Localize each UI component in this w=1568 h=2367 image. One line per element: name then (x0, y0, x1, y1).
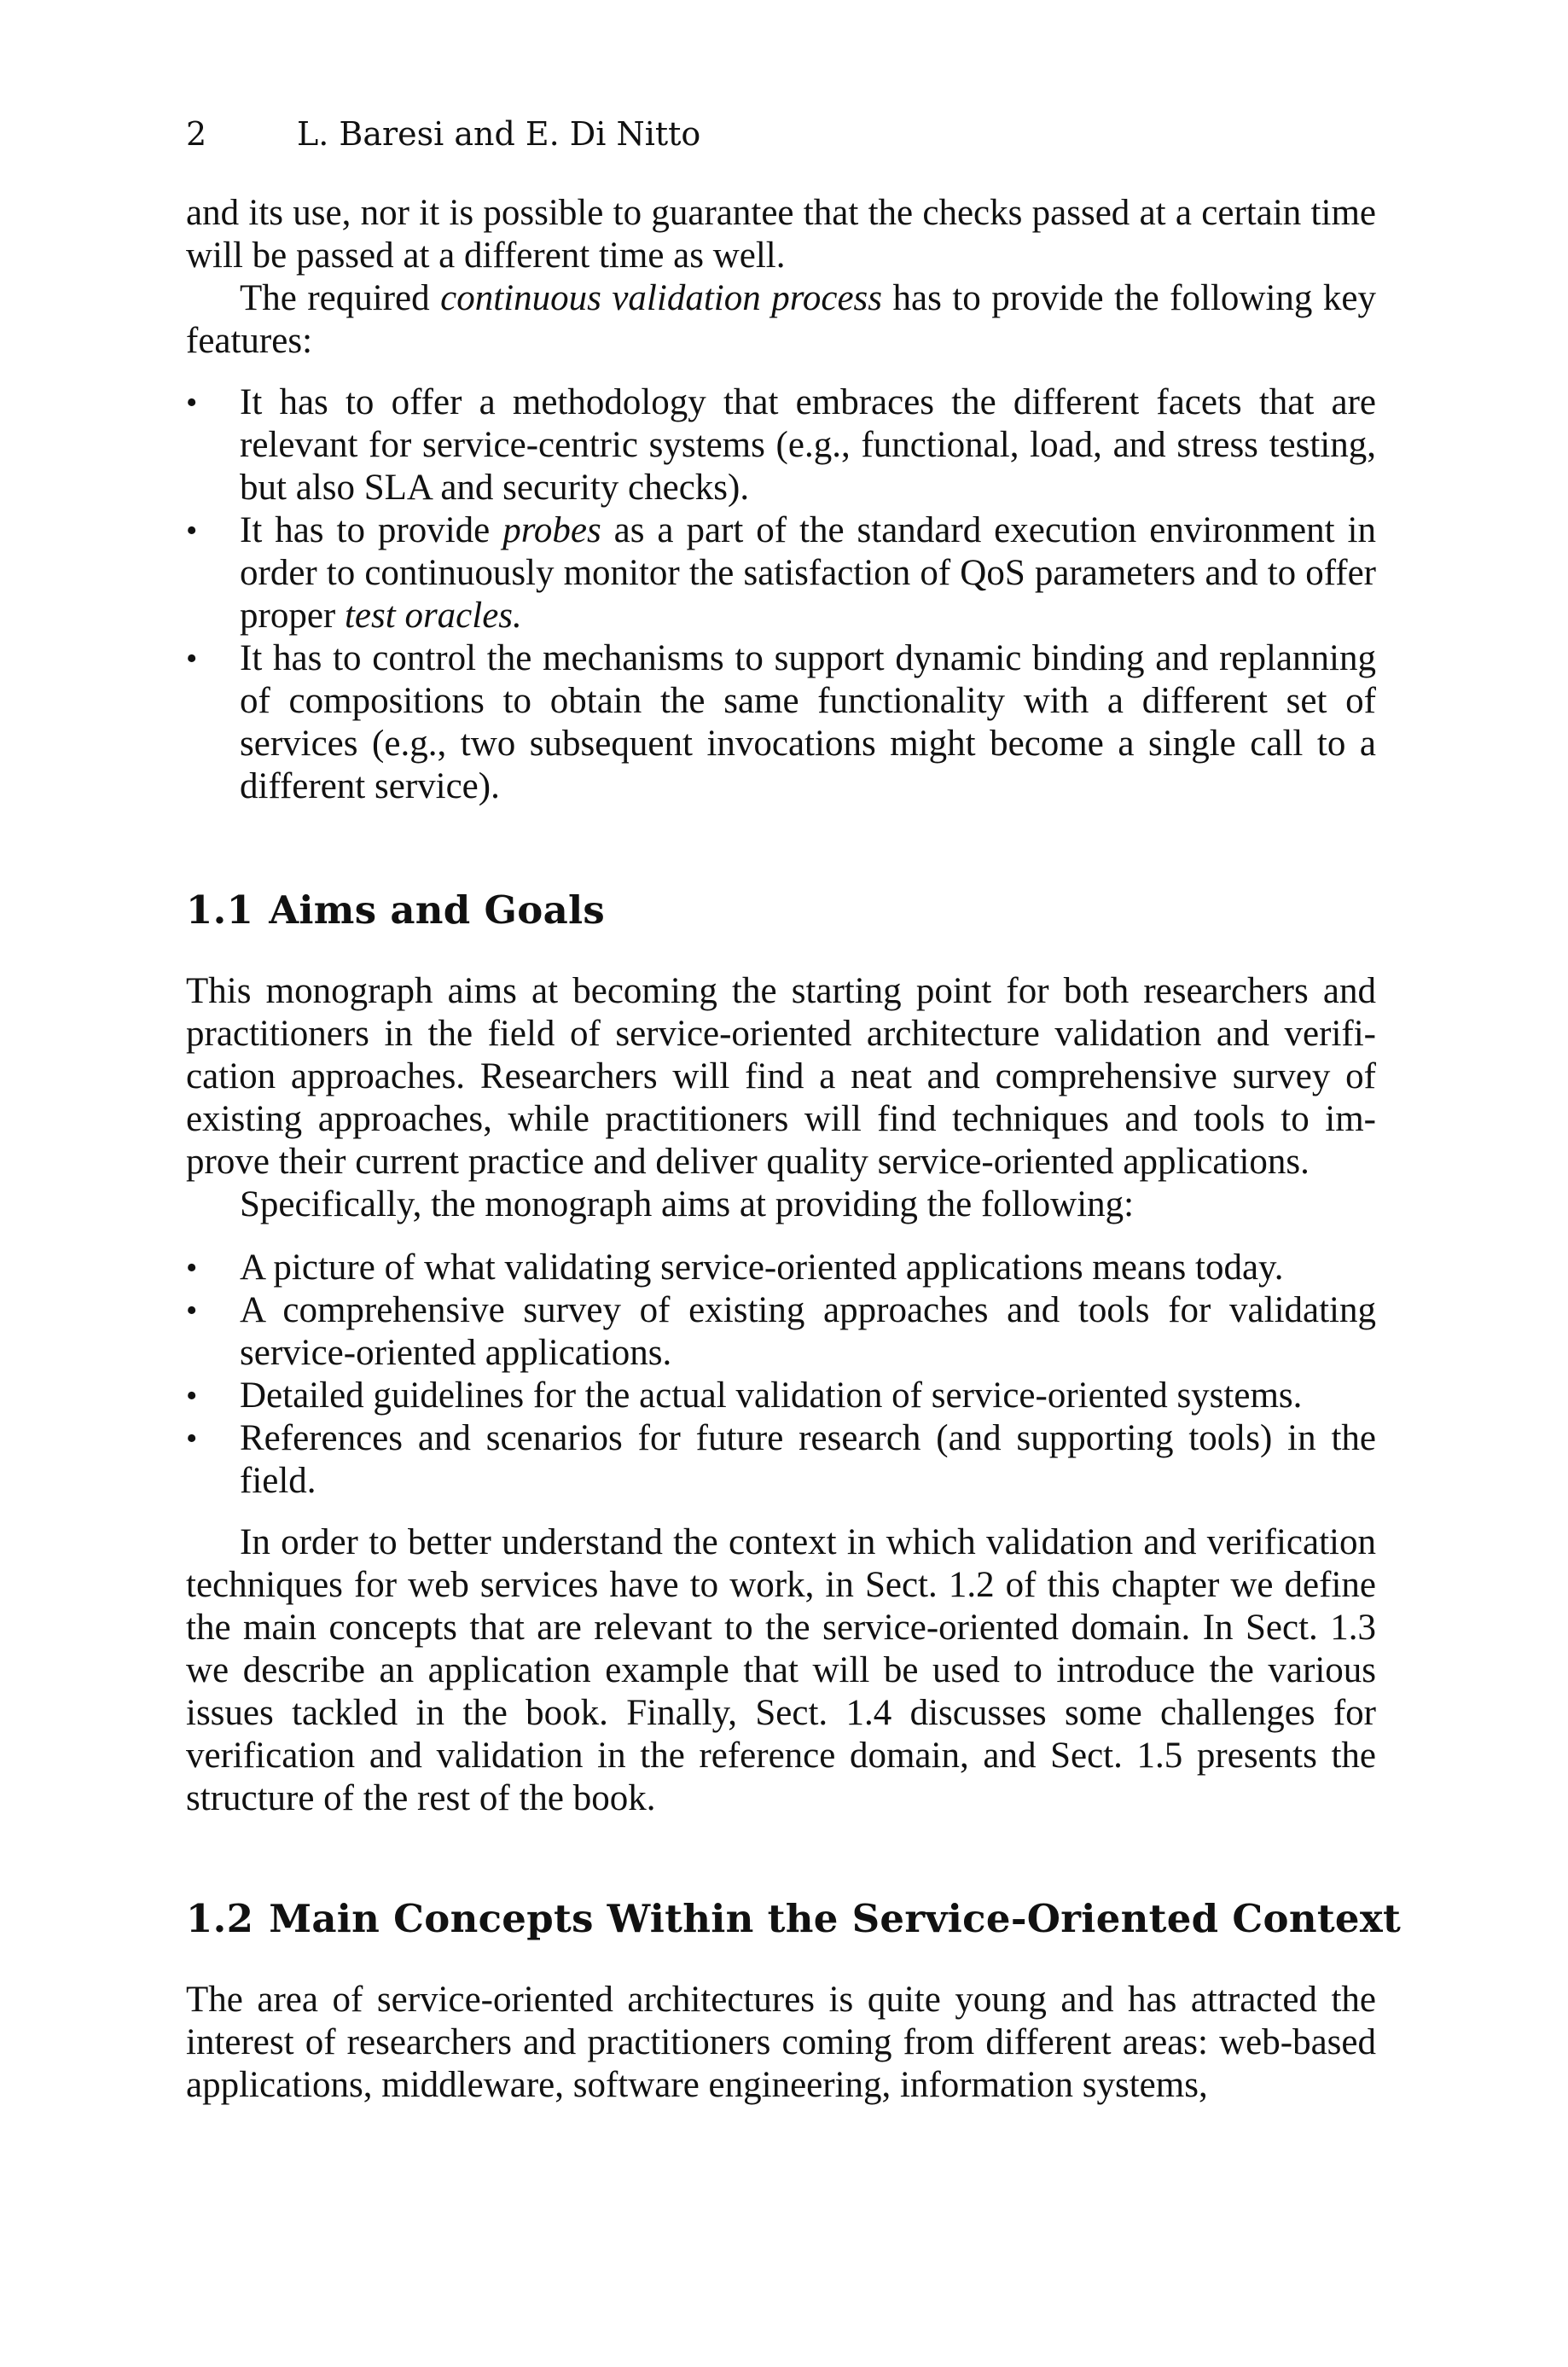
key-features-list (186, 381, 1376, 808)
list-item: • Detailed guidelines for the actual validation of service-oriented systems. (186, 1375, 1376, 1417)
section-number: 1.1 (186, 887, 254, 933)
list-item (186, 509, 1376, 637)
list-item: • A comprehensive survey of existing approaches and tools for validating service-oriented applications. (186, 1289, 1376, 1375)
author-line: L. Baresi and E. Di Nitto (297, 115, 701, 153)
aims-section-body (186, 970, 1376, 1226)
list-item: • References and scenarios for future research (and supporting tools) in the field. (186, 1417, 1376, 1503)
feature-text-b: as a part of the standard execution environment in order to continuously monitor the satisfaction of QoS parameters and to offer proper (240, 510, 1376, 636)
feature-emphasis-probes: probes (502, 510, 601, 550)
intro-paragraph: and its use, nor it is possible to guarantee that the checks passed at a certain time will be passed at a different time as well. (186, 193, 1376, 276)
key-features-text-a: The required (240, 278, 441, 318)
book-structure-section (186, 1521, 1376, 1820)
list-item: • It has to control the mechanisms to support dynamic binding and replanning of compositions to obtain the same functionality with a different set of services (e.g., two subsequent invocations might become a single call to a different service). (186, 637, 1376, 808)
section-number: 1.2 (186, 1896, 254, 1941)
section-title: Aims and Goals (269, 887, 606, 933)
page-number: 2 (186, 115, 207, 153)
section-heading-main-concepts (186, 1893, 1402, 1945)
key-features-text-b: has to provide the following key features: (186, 278, 1376, 361)
feature-text-a: It has to provide (240, 510, 503, 550)
feature-emphasis-test-oracles: test oracles. (344, 596, 522, 636)
intro-section (186, 192, 1376, 363)
main-concepts-body (186, 1979, 1376, 2107)
aims-list (186, 1247, 1376, 1503)
specifically-paragraph: Specifically, the monograph aims at providing the following: (240, 1184, 1135, 1224)
section-title: Main Concepts Within the Service-Oriented Context (269, 1896, 1402, 1941)
main-concepts-paragraph: The area of service-oriented architectures is quite young and has attracted the interest of researchers and practitioners coming from different areas: web-based applications, middleware, software engineering, information systems, (186, 1980, 1376, 2105)
book-structure-paragraph: In order to better understand the context in which validation and verification techniques for web services have to work, in Sect. 1.2 of this chapter we define the main concepts that are relevant to the service-oriented domain. In Sect. 1.3 we describe an application example that will be used to introduce the various issues tackled in the book. Finally, Sect. 1.4 discusses some challenges for verification and validation in the reference domain, and Sect. 1.5 presents the structure of the rest of the book. (186, 1522, 1376, 1818)
list-item: • It has to offer a methodology that embraces the different facets that are relevant for service-centric systems (e.g., functional, load, and stress testing, but also SLA and security checks). (186, 381, 1376, 509)
key-features-paragraph (186, 277, 1376, 363)
aims-paragraph: This monograph aims at becoming the starting point for both researchers and practitioners in the field of service-oriented architecture validation and verification approaches. Researchers will find a neat and comprehensive survey of existing approaches, while practitioners will find techniques and tools to improve their current practice and deliver quality service-oriented applications. (186, 971, 1376, 1182)
key-features-emphasis: continuous validation process (440, 278, 882, 318)
section-heading-aims-and-goals (186, 885, 1380, 936)
list-item: • A picture of what validating service-oriented applications means today. (186, 1247, 1376, 1289)
running-head (186, 113, 700, 155)
